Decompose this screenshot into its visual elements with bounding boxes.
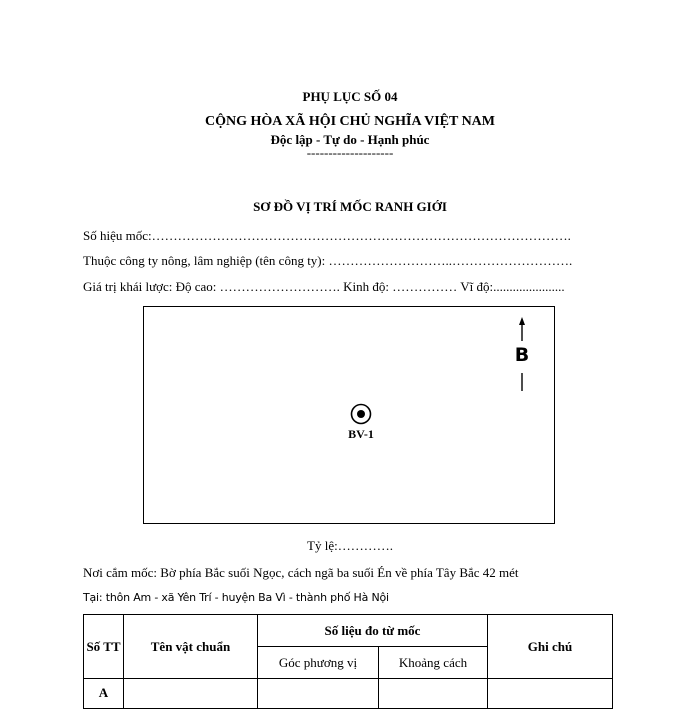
country-name: CỘNG HÒA XÃ HỘI CHỦ NGHĨA VIỆT NAM [204, 114, 495, 129]
marker-label: BV-1 [348, 427, 374, 441]
header-reference: Tên vật chuẩn [124, 615, 258, 679]
circle-dot-icon [349, 402, 373, 426]
scale-text: Tỷ lệ:…………. [307, 538, 393, 553]
row-angle [258, 679, 379, 709]
national-motto: Độc lập - Tự do - Hạnh phúc [270, 132, 430, 147]
coordinates-field: Giá trị khái lược: Độ cao: ………………………. Kinh độ: …………… Vĩ độ:...................... [83, 279, 565, 294]
table-row [84, 679, 613, 709]
header-angle: Góc phương vị [258, 647, 379, 679]
marker-number-field: Số hiệu mốc:……………………………………………………………………………………. [83, 228, 571, 243]
appendix-title: PHỤ LỤC SỐ 04 [302, 89, 398, 104]
document-title: SƠ ĐỒ VỊ TRÍ MỐC RANH GIỚI [253, 199, 447, 214]
header-distance: Khoảng cách [379, 647, 488, 679]
header-note: Ghi chú [488, 615, 613, 679]
header-measurement: Số liệu đo từ mốc [258, 615, 488, 647]
row-no: A [84, 679, 124, 709]
row-reference [124, 679, 258, 709]
motto-divider: -------------------- [306, 145, 394, 160]
header-no: Số TT [84, 615, 124, 679]
row-note [488, 679, 613, 709]
measurement-table [83, 614, 613, 709]
location-text: Nơi cắm mốc: Bờ phía Bắc suối Ngọc, cách ngã ba suối Én về phía Tây Bắc 42 mét [83, 565, 519, 580]
row-distance [379, 679, 488, 709]
location-diagram [143, 306, 555, 524]
north-letter: B [514, 344, 530, 366]
company-field: Thuộc công ty nông, lâm nghiệp (tên công ty): ………………………..………………………. [83, 253, 573, 268]
address-text: Tại: thôn Am - xã Yên Trí - huyện Ba Vì - thành phố Hà Nội [83, 591, 389, 604]
